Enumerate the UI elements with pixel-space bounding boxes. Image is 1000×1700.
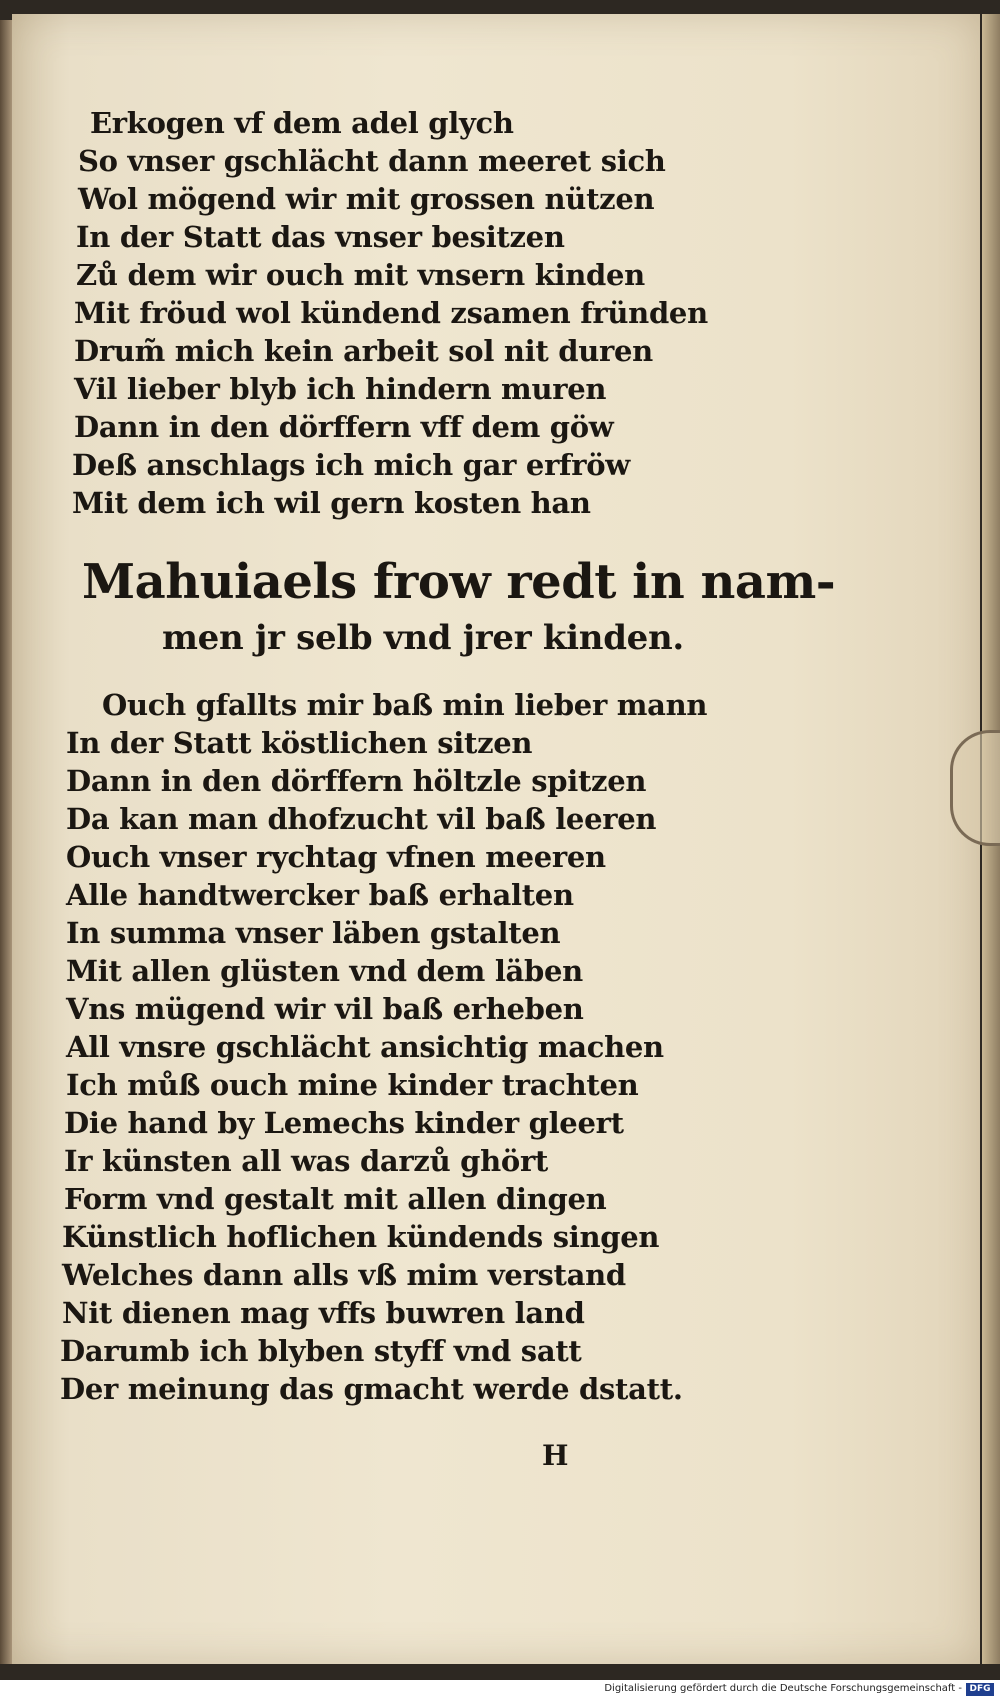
verse-line: Mit allen glüsten vnd dem läben <box>66 954 583 988</box>
verse-line: Mit dem ich wil gern kosten han <box>72 486 591 520</box>
verse-line: Die hand by Lemechs kinder gleert <box>64 1106 624 1140</box>
verse-line: All vnsre gschlächt ansichtig machen <box>66 1030 664 1064</box>
verse-line: Ir künsten all was darzů ghört <box>64 1144 549 1178</box>
section-heading: Mahuiaels frow redt in nam- <box>82 554 836 610</box>
section-heading-continuation: men jr selb vnd jrer kinden. <box>162 618 684 658</box>
dfg-logo: DFG <box>966 1683 994 1696</box>
page-text <box>12 14 980 1664</box>
verse-line: Dann in den dörffern vff dem göw <box>74 410 614 444</box>
verse-line: Form vnd gestalt mit allen dingen <box>64 1182 607 1216</box>
verse-line: Mit fröud wol kündend zsamen fründen <box>74 296 708 330</box>
book-spine <box>0 20 12 1670</box>
verse-line: Dann in den dörffern höltzle spitzen <box>66 764 647 798</box>
verse-line: Zů dem wir ouch mit vnsern kinden <box>76 258 645 292</box>
verse-line: Alle handtwercker baß erhalten <box>66 878 574 912</box>
verse-line: Da kan man dhofzucht vil baß leeren <box>66 802 657 836</box>
verse-line: Künstlich hoflichen kündends singen <box>62 1220 660 1254</box>
verse-line: Vns mügend wir vil baß erheben <box>66 992 584 1026</box>
verse-line: Nit dienen mag vffs buwren land <box>62 1296 585 1330</box>
verse-line: So vnser gschlächt dann meeret sich <box>78 144 666 178</box>
funding-credit: Digitalisierung gefördert durch die Deutsche Forschungsgemeinschaft - <box>604 1683 962 1694</box>
catchword: H <box>542 1439 569 1472</box>
verse-line: Der meinung das gmacht werde dstatt. <box>60 1372 683 1406</box>
verse-line: In summa vnser läben gstalten <box>66 916 561 950</box>
scan-border <box>0 1664 1000 1680</box>
verse-line: Wol mögend wir mit grossen nützen <box>78 182 655 216</box>
verse-line: In der Statt das vnser besitzen <box>76 220 565 254</box>
verse-line: Erkogen vf dem adel glych <box>90 106 514 140</box>
book-page <box>12 14 980 1664</box>
verse-line: Ouch vnser rychtag vfnen meeren <box>66 840 606 874</box>
verse-line: In der Statt köstlichen sitzen <box>66 726 533 760</box>
verse-line: Drum̃ mich kein arbeit sol nit duren <box>74 334 653 368</box>
verse-line: Welches dann alls vß mim verstand <box>62 1258 626 1292</box>
verse-line: Ouch gfallts mir baß min lieber mann <box>102 688 708 722</box>
verse-line: Ich můß ouch mine kinder trachten <box>66 1068 639 1102</box>
book-clasp <box>950 730 1000 846</box>
verse-line: Vil lieber blyb ich hindern muren <box>74 372 607 406</box>
verse-line: Darumb ich blyben styff vnd satt <box>60 1334 582 1368</box>
verse-line: Deß anschlags ich mich gar erfröw <box>72 448 630 482</box>
